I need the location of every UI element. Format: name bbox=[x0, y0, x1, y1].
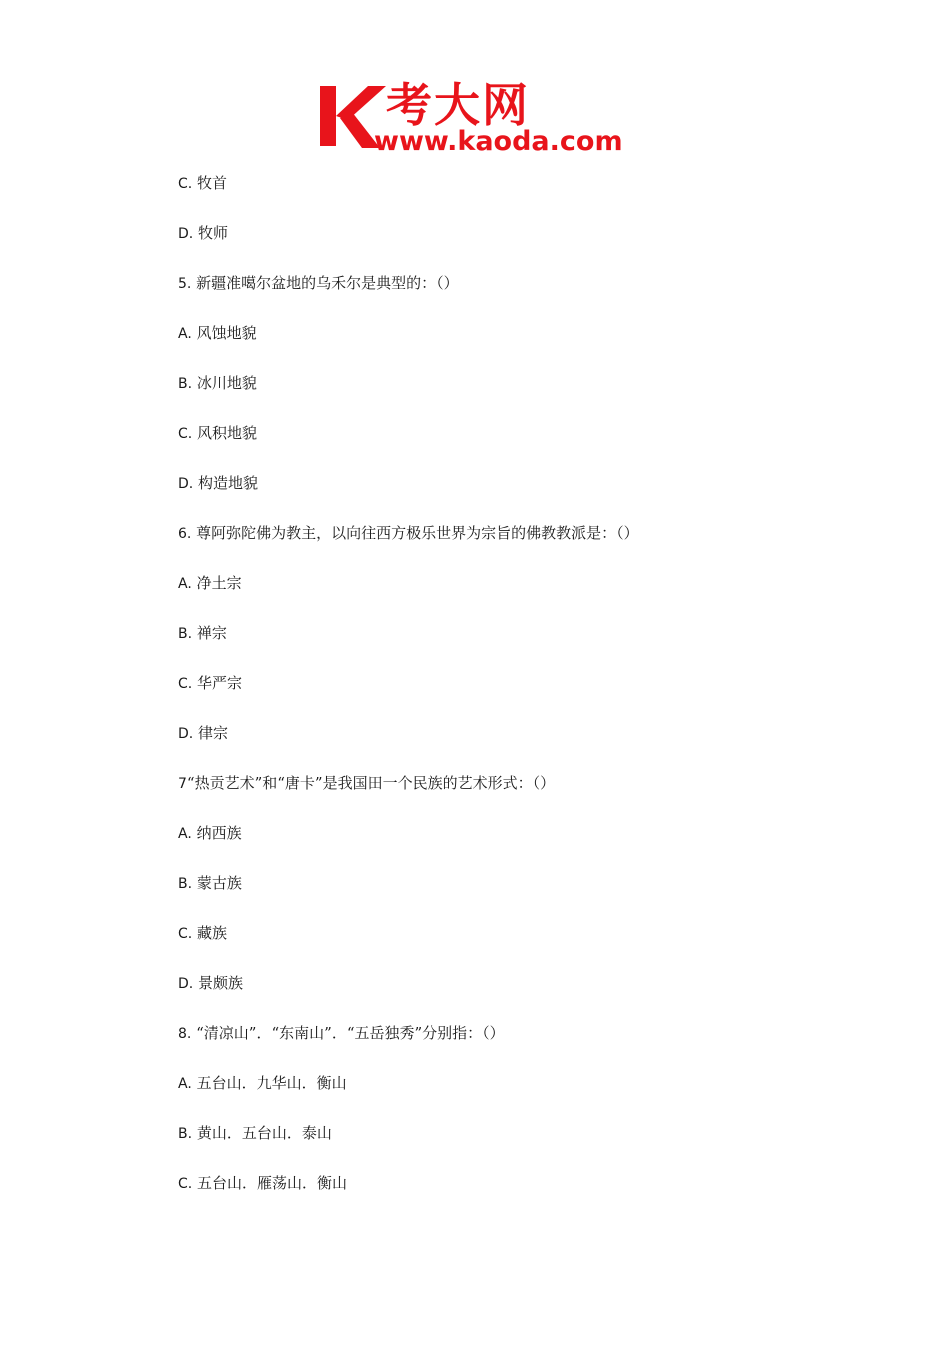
item-label: C. bbox=[178, 426, 193, 442]
item-text: 冰川地貌 bbox=[196, 374, 257, 392]
question-item bbox=[178, 770, 898, 820]
item-text: 纳西族 bbox=[196, 824, 242, 842]
list-item bbox=[178, 1120, 898, 1170]
item-label: 6. bbox=[178, 526, 192, 542]
list-item bbox=[178, 220, 898, 270]
item-label: A. bbox=[178, 326, 192, 342]
item-text: 禅宗 bbox=[196, 624, 227, 642]
list-item bbox=[178, 620, 898, 670]
item-label: C. bbox=[178, 1176, 193, 1192]
item-label: C. bbox=[178, 176, 193, 192]
item-text: 五台山．九华山．衡山 bbox=[196, 1074, 347, 1092]
item-text: “清凉山”．“东南山”．“五岳独秀”分别指：（） bbox=[196, 1024, 505, 1042]
item-text: 牧首 bbox=[197, 174, 228, 192]
item-label: D. bbox=[178, 226, 194, 242]
item-text: 蒙古族 bbox=[196, 874, 242, 892]
list-item bbox=[178, 720, 898, 770]
list-item bbox=[178, 570, 898, 620]
item-label: C. bbox=[178, 926, 193, 942]
kaoda-logo bbox=[318, 78, 640, 160]
question-item bbox=[178, 270, 898, 320]
logo-url: www.kaoda.com bbox=[374, 126, 623, 157]
item-text: 景颇族 bbox=[198, 974, 244, 992]
item-label: 7 bbox=[178, 776, 187, 792]
item-text: 黄山．五台山．泰山 bbox=[196, 1124, 332, 1142]
question-item bbox=[178, 1020, 898, 1070]
item-label: A. bbox=[178, 1076, 192, 1092]
item-text: 牧师 bbox=[198, 224, 229, 242]
item-label: B. bbox=[178, 626, 193, 642]
question-item bbox=[178, 520, 898, 570]
list-item bbox=[178, 970, 898, 1020]
item-text: 尊阿弥陀佛为教主，以向往西方极乐世界为宗旨的佛教教派是：（） bbox=[196, 524, 639, 542]
item-label: D. bbox=[178, 476, 194, 492]
list-item bbox=[178, 370, 898, 420]
list-item bbox=[178, 920, 898, 970]
list-item bbox=[178, 170, 898, 220]
item-label: B. bbox=[178, 1126, 193, 1142]
item-text: 藏族 bbox=[197, 924, 228, 942]
item-label: B. bbox=[178, 376, 193, 392]
item-text: 五台山．雁荡山．衡山 bbox=[197, 1174, 348, 1192]
list-item bbox=[178, 420, 898, 470]
item-text: 风蚀地貌 bbox=[196, 324, 257, 342]
list-item bbox=[178, 670, 898, 720]
question-list bbox=[178, 170, 898, 1220]
item-text: 新疆准噶尔盆地的乌禾尔是典型的：（） bbox=[196, 274, 459, 292]
list-item bbox=[178, 470, 898, 520]
item-text: 律宗 bbox=[198, 724, 229, 742]
list-item bbox=[178, 1070, 898, 1120]
logo-chinese-name: 考大网 bbox=[386, 78, 530, 132]
item-label: D. bbox=[178, 976, 194, 992]
item-label: 5. bbox=[178, 276, 192, 292]
item-text: 风积地貌 bbox=[197, 424, 258, 442]
item-text: 构造地貌 bbox=[198, 474, 259, 492]
item-text: 净土宗 bbox=[196, 574, 242, 592]
item-label: B. bbox=[178, 876, 193, 892]
item-label: D. bbox=[178, 726, 194, 742]
item-text: “热贡艺术”和“唐卡”是我国田一个民族的艺术形式：（） bbox=[186, 774, 556, 792]
list-item bbox=[178, 320, 898, 370]
item-text: 华严宗 bbox=[197, 674, 243, 692]
list-item bbox=[178, 1170, 898, 1220]
item-label: 8. bbox=[178, 1026, 192, 1042]
item-label: A. bbox=[178, 576, 192, 592]
item-label: C. bbox=[178, 676, 193, 692]
item-label: A. bbox=[178, 826, 192, 842]
list-item bbox=[178, 870, 898, 920]
list-item bbox=[178, 820, 898, 870]
